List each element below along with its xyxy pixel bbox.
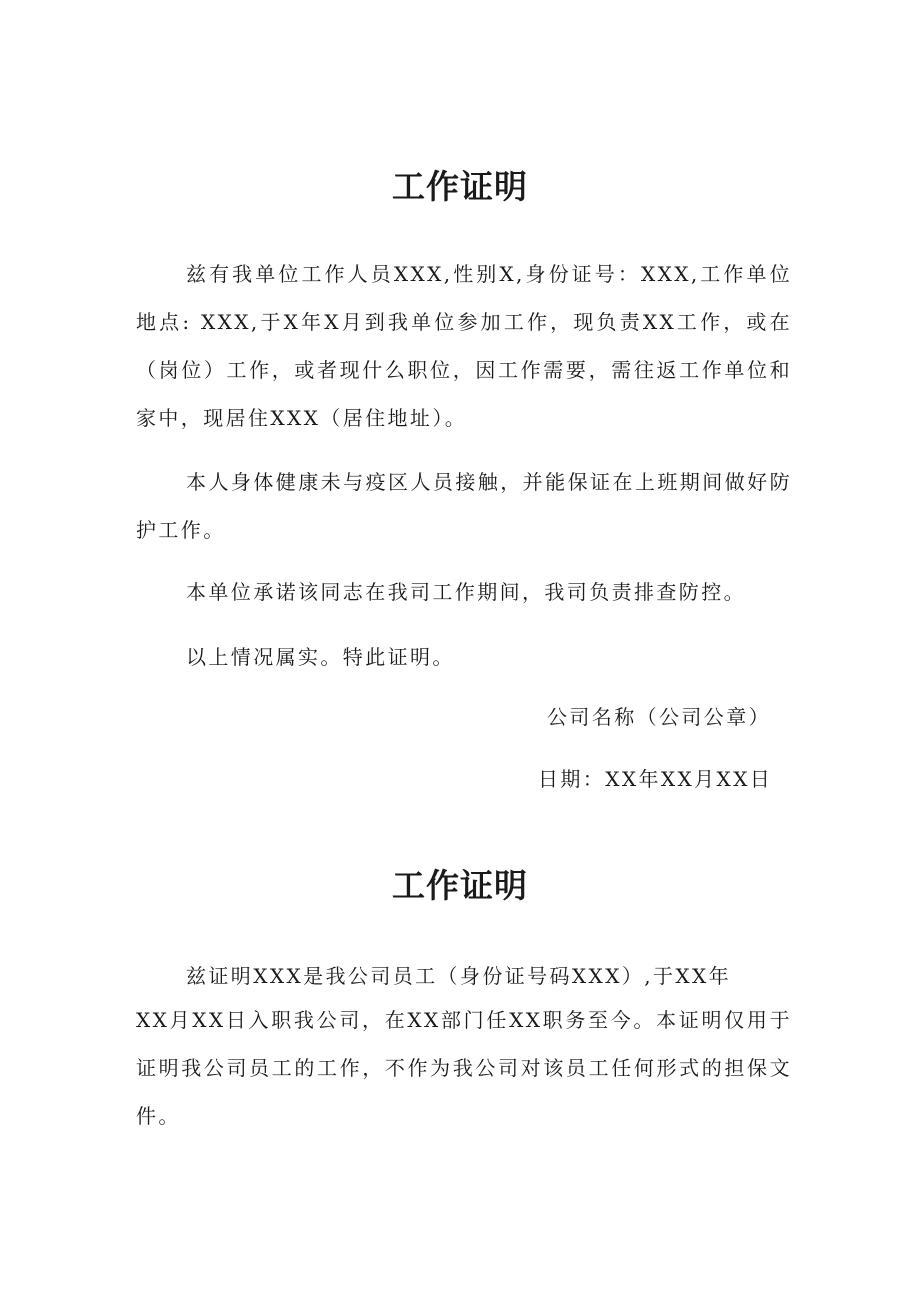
paragraph-first-line: 兹证明XXX是我公司员工（身份证号码XXX）,于XX年 bbox=[186, 964, 732, 988]
paragraph-health-statement: 本人身体健康未与疫区人员接触，并能保证在上班期间做好防护工作。 bbox=[136, 470, 792, 542]
document-title-second: 工作证明 bbox=[392, 866, 528, 905]
paragraph-remaining-text: XX月XX日入职我公司，在XX部门任XX职务至今。本证明仅用于证明我公司员工的工作，不作为我公司对该员工任何形式的担保文件。 bbox=[136, 1008, 792, 1128]
company-name-seal: 公司名称（公司公章） bbox=[547, 705, 771, 729]
paragraph-unit-commitment: 本单位承诺该同志在我司工作期间，我司负责排查防控。 bbox=[186, 580, 746, 604]
paragraph-employment-details: 兹有我单位工作人员XXX,性别X,身份证号：XXX,工作单位地点: XXX,于X年X月到我单位参加工作，现负责XX工作，或在（岗位）工作，或者现什么职位，因工作需要，需往返工作单位和家中，现居住XXX（居住地址）。 bbox=[136, 262, 792, 430]
paragraph-certification: 以上情况属实。特此证明。 bbox=[186, 645, 455, 669]
document-title: 工作证明 bbox=[392, 167, 528, 206]
date-line: 日期：XX年XX月XX日 bbox=[538, 767, 773, 791]
